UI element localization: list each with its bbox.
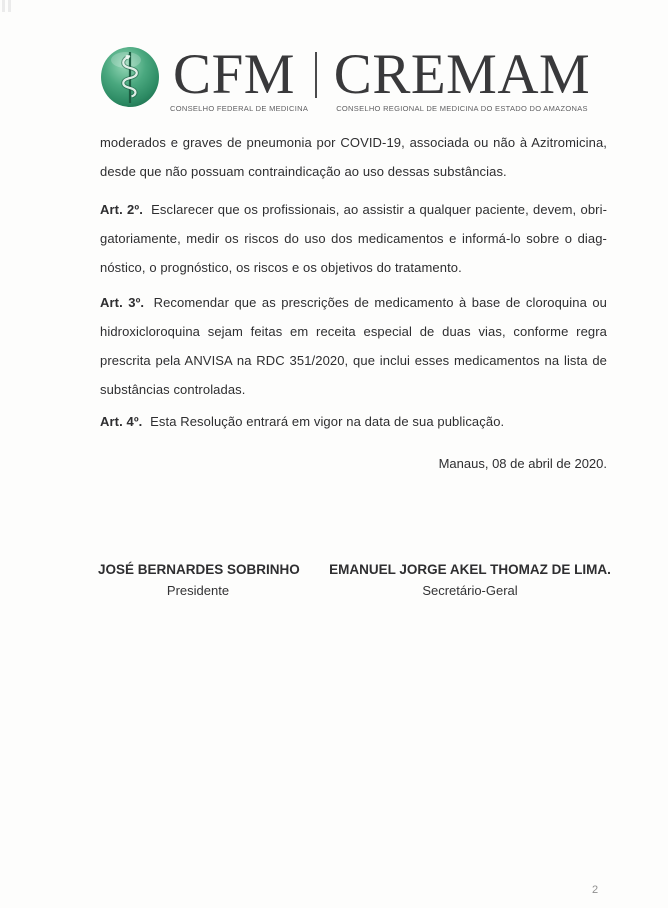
signature-name: EMANUEL JORGE AKEL THOMAZ DE LIMA.: [329, 562, 611, 577]
signature-president: [98, 562, 298, 598]
paragraph-line: [100, 346, 607, 375]
paragraph-line: [100, 407, 607, 436]
cremam-block: [330, 43, 594, 113]
signature-role: Secretário-Geral: [422, 583, 518, 598]
paragraph-text: substâncias controladas.: [100, 382, 246, 397]
paragraph-line: [100, 195, 607, 224]
article-4-paragraph: [100, 407, 607, 436]
paragraph-text: moderados e graves de pneumonia por COVID-19, associada ou não à Azitromicina,: [100, 135, 607, 150]
paragraph-line: [100, 157, 607, 186]
paragraph-line: [100, 253, 607, 282]
paragraph-text: desde que não possuam contraindicação ao uso dessas substâncias.: [100, 164, 507, 179]
paragraph-line: [100, 224, 607, 253]
page-number: 2: [592, 884, 599, 896]
cfm-block: [170, 43, 309, 113]
intro-paragraph: [100, 128, 607, 186]
paragraph-line: [100, 375, 607, 404]
article-2-label: Art. 2º.: [100, 202, 143, 217]
scan-artifact: [8, 0, 11, 12]
signature-name: JOSÉ BERNARDES SOBRINHO: [98, 562, 300, 577]
cremam-subtitle: CONSELHO REGIONAL DE MEDICINA DO ESTADO DO AMAZONAS: [336, 104, 588, 113]
article-2-paragraph: [100, 195, 607, 282]
paragraph-text: prescrita pela ANVISA na RDC 351/2020, que inclui esses medicamentos na lista de: [100, 353, 607, 368]
cfm-wordmark: CFM: [173, 43, 295, 106]
cremam-wordmark: CREMAM: [333, 43, 591, 106]
paragraph-text: Esta Resolução entrará em vigor na data de sua publicação.: [150, 414, 505, 429]
rod-of-asclepius-icon: [100, 46, 160, 108]
scan-artifact: [2, 0, 5, 12]
paragraph-line: [100, 317, 607, 346]
paragraph-line: [100, 288, 607, 317]
signature-role: Presidente: [166, 583, 230, 598]
paragraph-text: hidroxicloroquina sejam feitas em receita especial de duas vias, conforme regra: [100, 324, 607, 339]
header-divider: [315, 52, 317, 98]
article-3-paragraph: [100, 288, 607, 404]
signature-secretary: [326, 562, 614, 598]
paragraph-text: nóstico, o prognóstico, os riscos e os objetivos do tratamento.: [100, 260, 462, 275]
paragraph-text: Esclarecer que os profissionais, ao assistir a qualquer paciente, devem, obri-: [151, 202, 608, 217]
paragraph-text: Recomendar que as prescrições de medicamento à base de cloroquina ou: [153, 295, 608, 310]
paragraph-text: gatoriamente, medir os riscos do uso dos medicamentos e informá-lo sobre o diag-: [100, 231, 607, 246]
dateline: Manaus, 08 de abril de 2020.: [438, 456, 607, 471]
article-3-label: Art. 3º.: [100, 295, 145, 310]
paragraph-line: [100, 128, 607, 157]
cfm-subtitle: CONSELHO FEDERAL DE MEDICINA: [170, 104, 309, 113]
article-4-label: Art. 4º.: [100, 414, 143, 429]
